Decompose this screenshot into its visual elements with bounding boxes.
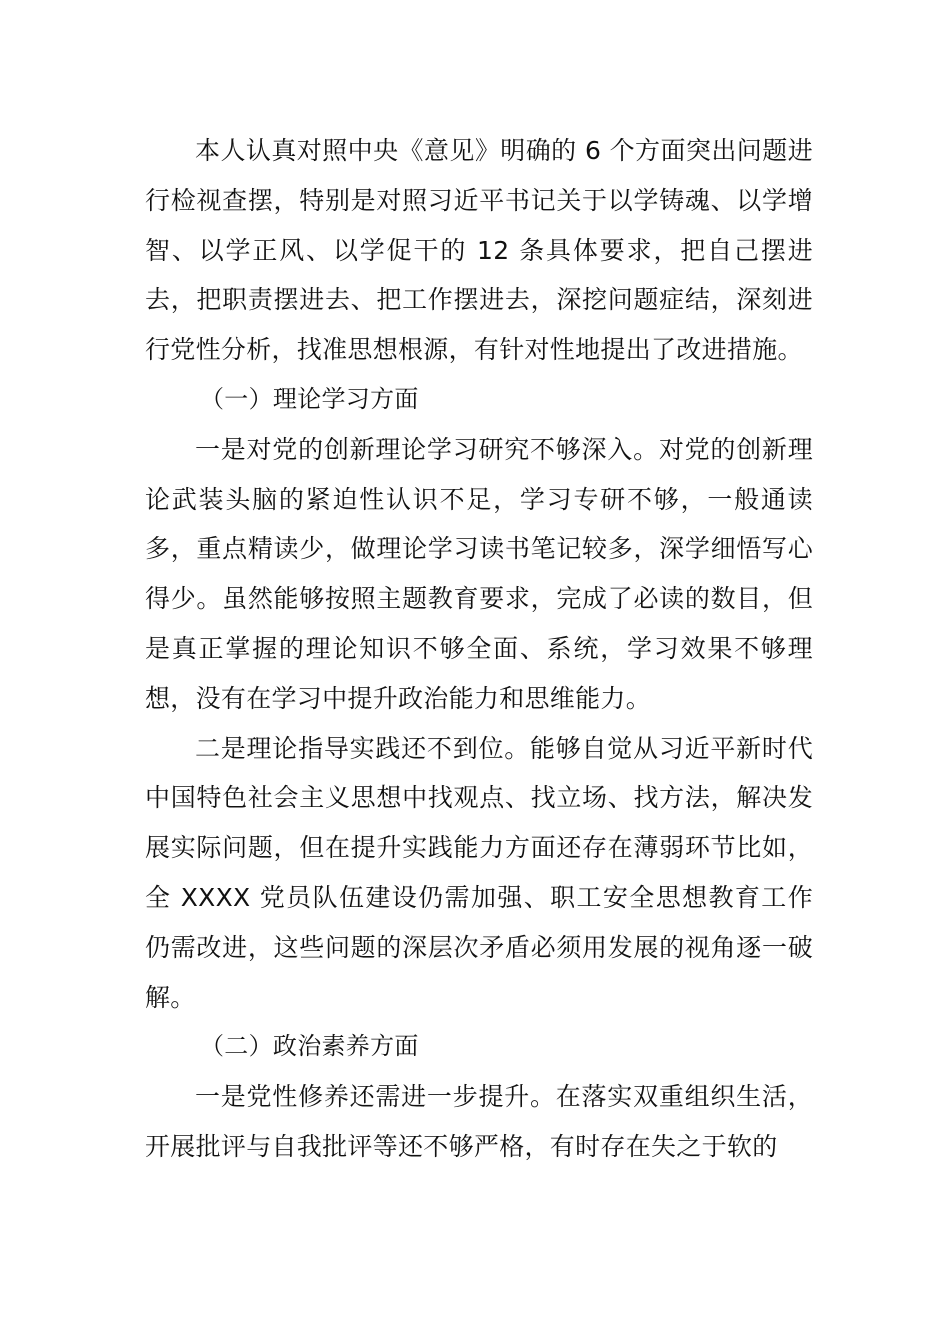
political-quality-point-one: 一是党性修养还需进一步提升。在落实双重组织生活，开展批评与自我批评等还不够严格，有时存在失之于软的	[145, 1082, 813, 1161]
section-heading-theory-study: （一）理论学习方面	[200, 384, 419, 413]
section-heading-political-quality: （二）政治素养方面	[200, 1032, 419, 1061]
intro-paragraph: 本人认真对照中央《意见》明确的 6 个方面突出问题进行检视查摆，特别是对照习近平书记关于以学铸魂、以学增智、以学正风、以学促干的 12 条具体要求，把自己摆进去，把职责摆进去、把工作摆进去，深挖问题症结，深刻进行党性分析，找准思想根源，有针对性地提出了改进措施。	[145, 136, 813, 365]
theory-study-point-two: 二是理论指导实践还不到位。能够自觉从习近平新时代中国特色社会主义思想中找观点、找立场、找方法，解决发展实际问题，但在提升实践能力方面还存在薄弱环节比如，全 XXXX 党员队伍建设仍需加强、职工安全思想教育工作仍需改进，这些问题的深层次矛盾必须用发展的视角逐一破解。	[145, 733, 813, 1012]
theory-study-point-one: 一是对党的创新理论学习研究不够深入。对党的创新理论武装头脑的紧迫性认识不足，学习专研不够，一般通读多，重点精读少，做理论学习读书笔记较多，深学细悟写心得少。虽然能够按照主题教育要求，完成了必读的数目，但是真正掌握的理论知识不够全面、系统，学习效果不够理想，没有在学习中提升政治能力和思维能力。	[145, 434, 813, 713]
document-page	[145, 126, 813, 1172]
